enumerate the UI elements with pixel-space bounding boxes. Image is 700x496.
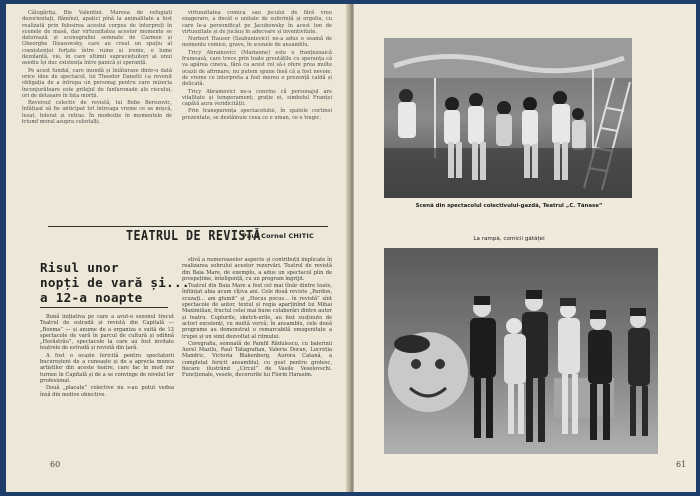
paragraph: Teatrul din Baia Mare a fost cel mai tînăr dintre toate, înființat abia acum cîțiva ani. Cele două reviste „Pardon, scuzați... am glumit” și „Hocus pocus... în revistă” sînt spectacole de autor, textul și regia aparținînd lui Mihai Maximilian, fructul celei mai bune colaborări dintre autor și teatru. Cuplurile, sketch-urile, au fost susținute de actori excelenți, cu multă vervă; în ansamblu, cele două programe au demonstrat o remarcabilă omogenitate a trupei și un simț dezvoltat al ritmului. [182,283,332,340]
left-page [6,4,350,492]
paragraph: Reversul colectiv de revistă, lui Bebe Berezovic, înfățișat să fie anticipat tot întreaga vreme ce se mișcă, lezat, tolerat și retras. În modestie în momentele de triumf moral asupra celorlalți. [22,100,172,126]
photo-stage-ensemble [384,38,632,198]
photo-comedians-image [384,248,658,454]
paragraph: Călugărița, Bie Valentini. Mareea de refugiați dezorientați, flămînzi, apatici pînă la animalitate a fost realizată prin folosirea acestui corpus de interpreți în scenele de masă, dar virtuozitatea acestor momente se datorează și scenografiei semnate de Carmen și Gheorghe Ilisasowsky, care au creat un spațiu al coexistenței forțate între ruine și ironie, o lume dezolantă, vie, în care ultimii supraviețuitori ai unui asediu își duc existența între panică și speranță. [22,10,172,67]
photo-comedians [384,248,658,454]
paragraph: Tricy Abramovici ne-a convins că personajul are vitalitate și temperament; grație ei, simbolul Franței capătă aura veridicității. [182,88,332,108]
magazine-spread [6,4,696,492]
photo1-caption: Scenă din spectacolul colectivului-gazdă, Teatrul „C. Tănase” [415,203,603,209]
paragraph: Tricy Abramovici (Marianne) este o franțuzoaică frumoasă, care trece prin toate greutățile cu speranța că va apărea cineva, fără ca acest rol să-i ofere prea multe ocazii de afirmare; nu putem spune însă că a fost nevoie, de vreme ce interpreta a fost mereu o prezență caldă și delicată. [182,49,332,88]
headline-line: nopți de vară și... [40,275,190,290]
paragraph: A fost o ocazie fericită pentru spectatorii bucureșteni de a cunoaște și de a aprecia munca artiștilor din aceste teatre, care fac în mod rar turnee în Capitală și de a se convinge de nivelul lor profesional. [40,352,174,384]
section-rule [48,226,328,227]
headline-line: Risul unor [40,260,119,275]
paragraph: stivă a numeroaselor aspecte și contribuții implicate în realizarea sobrului acestor rezervări. Teatrul de revistă din Baia Mare, de exemplu, a adus un spectacol plin de prospețime, inteligență, cu un program îngrijit. [182,257,332,282]
paragraph: Prin transparența spectacolului, în spatele cortinei prezentate, se destăinuie ceea ce e uman, ce e tragic. [182,108,332,121]
photo2-caption: La rampă, comicii gătăței [473,236,545,242]
headline-rule [40,307,168,308]
article-signature: Paul Cornel CHITIC [242,232,314,240]
paragraph: Norbert Hauser (Szabunievici) ne-a adus o seamă de momente comice, grave, în scenele de ansamblu. [182,36,332,49]
photo-stage-ensemble-image [384,38,632,198]
left-page-col1-top [22,10,172,215]
headline-line: a 12-a noapte [40,290,143,305]
paragraph: Coregrafia, semnată de Pamfil Rădulescu, cu balerinii Aurel Mazilu, Paul Tatagrafian, Valeria Doran, Lucreția Mandric, Victoria Blakenberg, Aurora Catană, a completat fericit ansamblul, cu gust pentru grotesc, fiecare ilustrând „Circul” de Vasile Veselovschi. Funcționale, vesele, decorurile lui Florin Harasim. [182,340,332,379]
right-page [354,4,696,492]
left-page-col2-bottom [182,257,332,479]
paragraph: Două „placate” colective nu s-au putut vedea însă din motive obiective. [40,385,174,398]
paragraph: Pe acest fundal, care inundă și înlăturase dintr-o dată orice idee de spectacol, lui Theodor Danetti i-a revenit obligația de a intrupa un personaj pentru care mizeria înconjurătoare este prilejul de fanfaronade ale riscului, ori de detașare în fața morții. [22,67,172,99]
section-title: TEATRUL DE REVISTĂ [126,229,261,244]
paragraph: Bună inițiativa pe care a avut-o sezonul trecut Teatrul de estradă și revistă din Capitală — „Boema” — și anume de a organiza o suită de 12 spectacole de vară în parcul de cultură și odihnă „Herăstrău”, spectacole la care au fost invitate teatrele de estradă și revistă din țară. [40,314,174,352]
left-page-col2-top [182,10,332,215]
page-number-left: 60 [50,460,61,469]
left-page-col1-bottom [40,314,174,474]
article-headline [40,260,190,305]
paragraph: virtuozitatea comica sau jocului de fără vreo exagerare, a decât o unitate de suferință și orgoliu, cu care le-a personificat pe Jacobowsky în acest ton de virtuozitate și de jucăuș în adecvare și inventivitate. [182,10,332,35]
page-number-right: 61 [676,460,687,469]
